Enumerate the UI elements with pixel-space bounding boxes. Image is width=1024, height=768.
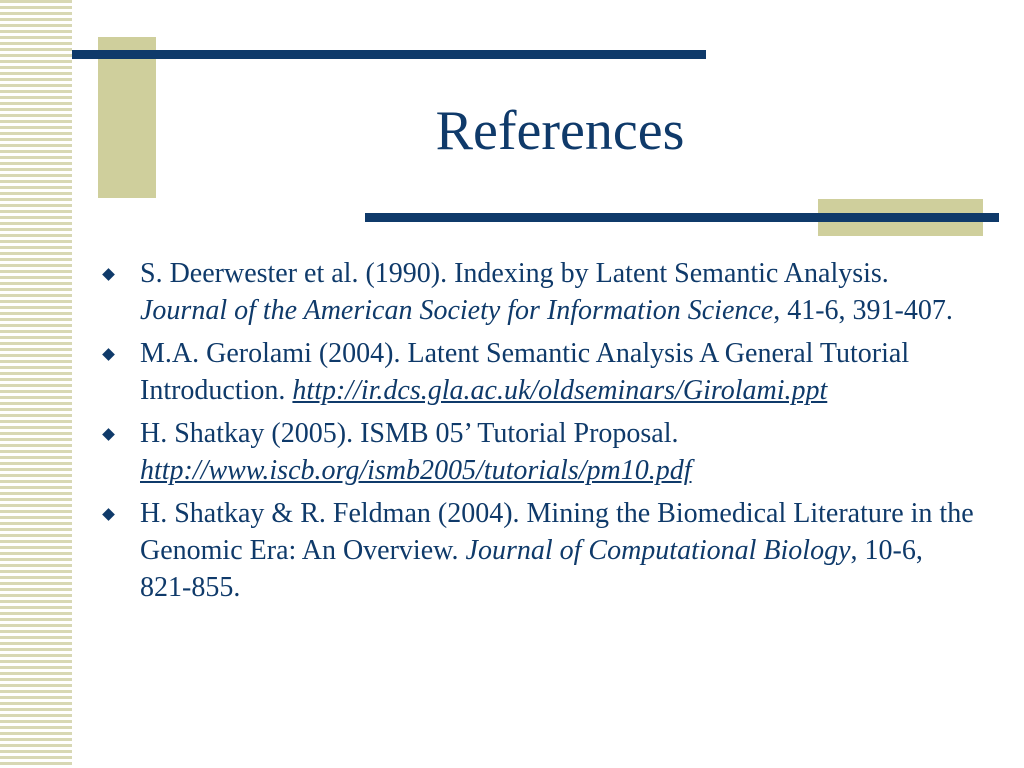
- diamond-bullet-icon: [102, 508, 115, 521]
- reference-text: H. Shatkay (2005). ISMB 05’ Tutorial Proposal.: [140, 418, 679, 449]
- diamond-bullet-icon: [102, 428, 115, 441]
- reference-details: , 10-6, 821-855.: [140, 535, 923, 603]
- reference-text: M.A. Gerolami (2004). Latent Semantic Analysis A General Tutorial Introduction.: [140, 338, 910, 406]
- references-list: [104, 255, 974, 612]
- diamond-bullet-icon: [102, 348, 115, 361]
- reference-link[interactable]: http://www.iscb.org/ismb2005/tutorials/pm10.pdf: [140, 455, 692, 486]
- reference-item: [104, 255, 974, 329]
- decorative-line-bottom: [365, 213, 999, 222]
- reference-details: , 41-6, 391-407.: [773, 295, 953, 326]
- slide-title: References: [435, 100, 685, 162]
- reference-text: S. Deerwester et al. (1990). Indexing by Latent Semantic Analysis.: [140, 258, 889, 289]
- reference-item: [104, 415, 974, 489]
- reference-journal: Journal of Computational Biology: [465, 535, 851, 566]
- decorative-line-top: [72, 50, 706, 59]
- reference-item: [104, 495, 974, 606]
- reference-item: [104, 335, 974, 409]
- reference-journal: Journal of the American Society for Information Science: [140, 295, 774, 326]
- reference-text: H. Shatkay & R. Feldman (2004). Mining the Biomedical Literature in the Genomic Era: An Overview.: [140, 498, 974, 566]
- reference-link[interactable]: http://ir.dcs.gla.ac.uk/oldseminars/Girolami.ppt: [292, 375, 828, 406]
- decorative-stripes: [0, 0, 72, 768]
- decorative-block-top: [98, 37, 156, 198]
- diamond-bullet-icon: [102, 268, 115, 281]
